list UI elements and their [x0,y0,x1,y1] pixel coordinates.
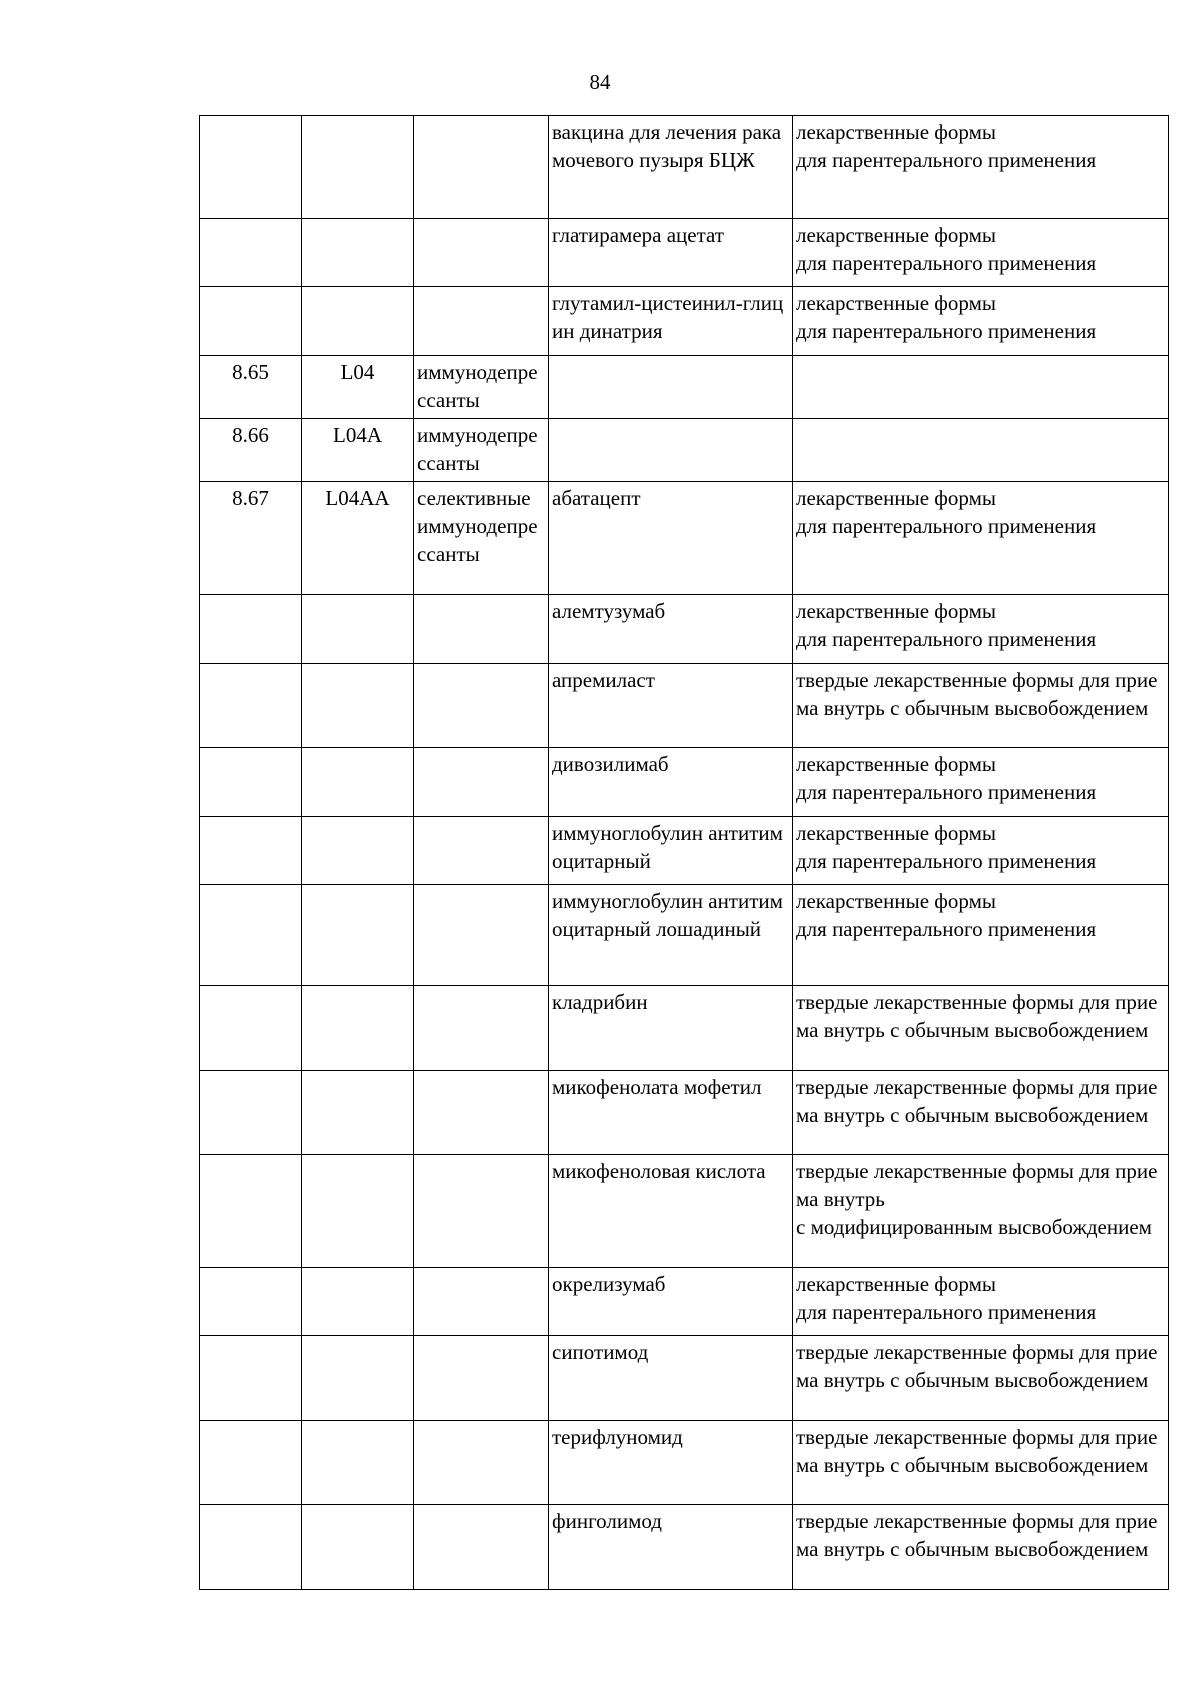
atc-code-cell [302,287,414,356]
anatomical-group-cell [414,748,549,817]
dosage-form-cell: лекарственные формы для парентерального применения [793,817,1169,885]
drug-name-cell: дивозилимаб [549,748,793,817]
drug-name-cell: терифлуномид [549,1421,793,1505]
table-row [200,1336,1169,1421]
atc-number-cell [200,219,302,287]
dosage-form-cell: лекарственные формы для парентерального применения [793,748,1169,817]
anatomical-group-cell [414,595,549,664]
atc-code-cell [302,1336,414,1421]
drug-name-cell: кладрибин [549,986,793,1071]
drug-name-cell: глутамил-цистеинил-глицин динатрия [549,287,793,356]
dosage-form-cell: лекарственные формы для парентерального применения [793,1268,1169,1336]
drug-name-cell: окрелизумаб [549,1268,793,1336]
dosage-form-cell: твердые лекарственные формы для приема внутрь с модифицированным высвобождением [793,1155,1169,1268]
anatomical-group-cell [414,1071,549,1155]
drug-name-cell: микофеноловая кислота [549,1155,793,1268]
drug-name-cell: иммуноглобулин антитимоцитарный [549,817,793,885]
atc-code-cell [302,595,414,664]
atc-number-cell [200,986,302,1071]
atc-number-cell [200,1071,302,1155]
atc-code-cell [302,664,414,748]
atc-number-cell [200,595,302,664]
table-row [200,356,1169,419]
atc-code-cell [302,1268,414,1336]
table-row [200,1071,1169,1155]
atc-number-cell: 8.67 [200,482,302,595]
dosage-form-cell: твердые лекарственные формы для приема внутрь с обычным высвобождением [793,986,1169,1071]
atc-code-cell: L04AA [302,482,414,595]
table-row [200,1155,1169,1268]
anatomical-group-cell [414,885,549,986]
anatomical-group-cell [414,1336,549,1421]
drug-name-cell: иммуноглобулин антитимоцитарный лошадиный [549,885,793,986]
atc-number-cell [200,1336,302,1421]
atc-number-cell [200,1268,302,1336]
atc-number-cell [200,116,302,219]
atc-number-cell [200,748,302,817]
atc-code-cell [302,1071,414,1155]
table-row [200,482,1169,595]
atc-number-cell [200,1505,302,1590]
table-row [200,1268,1169,1336]
anatomical-group-cell [414,219,549,287]
anatomical-group-cell [414,1155,549,1268]
drug-name-cell: апремиласт [549,664,793,748]
anatomical-group-cell [414,1268,549,1336]
dosage-form-cell: твердые лекарственные формы для приема внутрь с обычным высвобождением [793,664,1169,748]
anatomical-group-cell [414,116,549,219]
atc-number-cell: 8.66 [200,419,302,482]
atc-number-cell [200,817,302,885]
atc-code-cell [302,885,414,986]
atc-number-cell: 8.65 [200,356,302,419]
atc-number-cell [200,1155,302,1268]
dosage-form-cell: лекарственные формы для парентерального применения [793,595,1169,664]
dosage-form-cell: лекарственные формы для парентерального применения [793,287,1169,356]
drug-name-cell: финголимод [549,1505,793,1590]
atc-code-cell [302,986,414,1071]
dosage-form-cell: лекарственные формы для парентерального применения [793,885,1169,986]
anatomical-group-cell: селективные иммунодепрессанты [414,482,549,595]
medication-table-body [200,116,1169,1590]
table-row [200,116,1169,219]
anatomical-group-cell [414,1505,549,1590]
anatomical-group-cell: иммунодепрессанты [414,419,549,482]
dosage-form-cell: твердые лекарственные формы для приема внутрь с обычным высвобождением [793,1336,1169,1421]
dosage-form-cell: лекарственные формы для парентерального применения [793,116,1169,219]
atc-code-cell [302,1505,414,1590]
atc-number-cell [200,885,302,986]
dosage-form-cell [793,356,1169,419]
dosage-form-cell [793,419,1169,482]
atc-code-cell: L04A [302,419,414,482]
table-row [200,1505,1169,1590]
table-row [200,748,1169,817]
dosage-form-cell: лекарственные формы для парентерального применения [793,482,1169,595]
table-row [200,817,1169,885]
drug-name-cell [549,356,793,419]
atc-code-cell: L04 [302,356,414,419]
atc-code-cell [302,817,414,885]
table-row [200,986,1169,1071]
anatomical-group-cell: иммунодепрессанты [414,356,549,419]
drug-name-cell: сипотимод [549,1336,793,1421]
drug-name-cell: вакцина для лечения рака мочевого пузыря БЦЖ [549,116,793,219]
dosage-form-cell: твердые лекарственные формы для приема внутрь с обычным высвобождением [793,1505,1169,1590]
table-row [200,1421,1169,1505]
anatomical-group-cell [414,817,549,885]
anatomical-group-cell [414,287,549,356]
dosage-form-cell: твердые лекарственные формы для приема внутрь с обычным высвобождением [793,1421,1169,1505]
page-number: 84 [589,70,611,94]
drug-name-cell: глатирамера ацетат [549,219,793,287]
atc-number-cell [200,1421,302,1505]
table-row [200,219,1169,287]
atc-code-cell [302,1421,414,1505]
atc-code-cell [302,748,414,817]
dosage-form-cell: лекарственные формы для парентерального применения [793,219,1169,287]
anatomical-group-cell [414,986,549,1071]
atc-code-cell [302,219,414,287]
atc-code-cell [302,1155,414,1268]
atc-number-cell [200,287,302,356]
drug-name-cell [549,419,793,482]
dosage-form-cell: твердые лекарственные формы для приема внутрь с обычным высвобождением [793,1071,1169,1155]
table-row [200,419,1169,482]
drug-name-cell: алемтузумаб [549,595,793,664]
anatomical-group-cell [414,1421,549,1505]
atc-number-cell [200,664,302,748]
atc-code-cell [302,116,414,219]
table-row [200,664,1169,748]
drug-name-cell: микофенолата мофетил [549,1071,793,1155]
table-row [200,885,1169,986]
medication-table [199,115,1169,1590]
drug-name-cell: абатацепт [549,482,793,595]
table-row [200,595,1169,664]
table-row [200,287,1169,356]
anatomical-group-cell [414,664,549,748]
